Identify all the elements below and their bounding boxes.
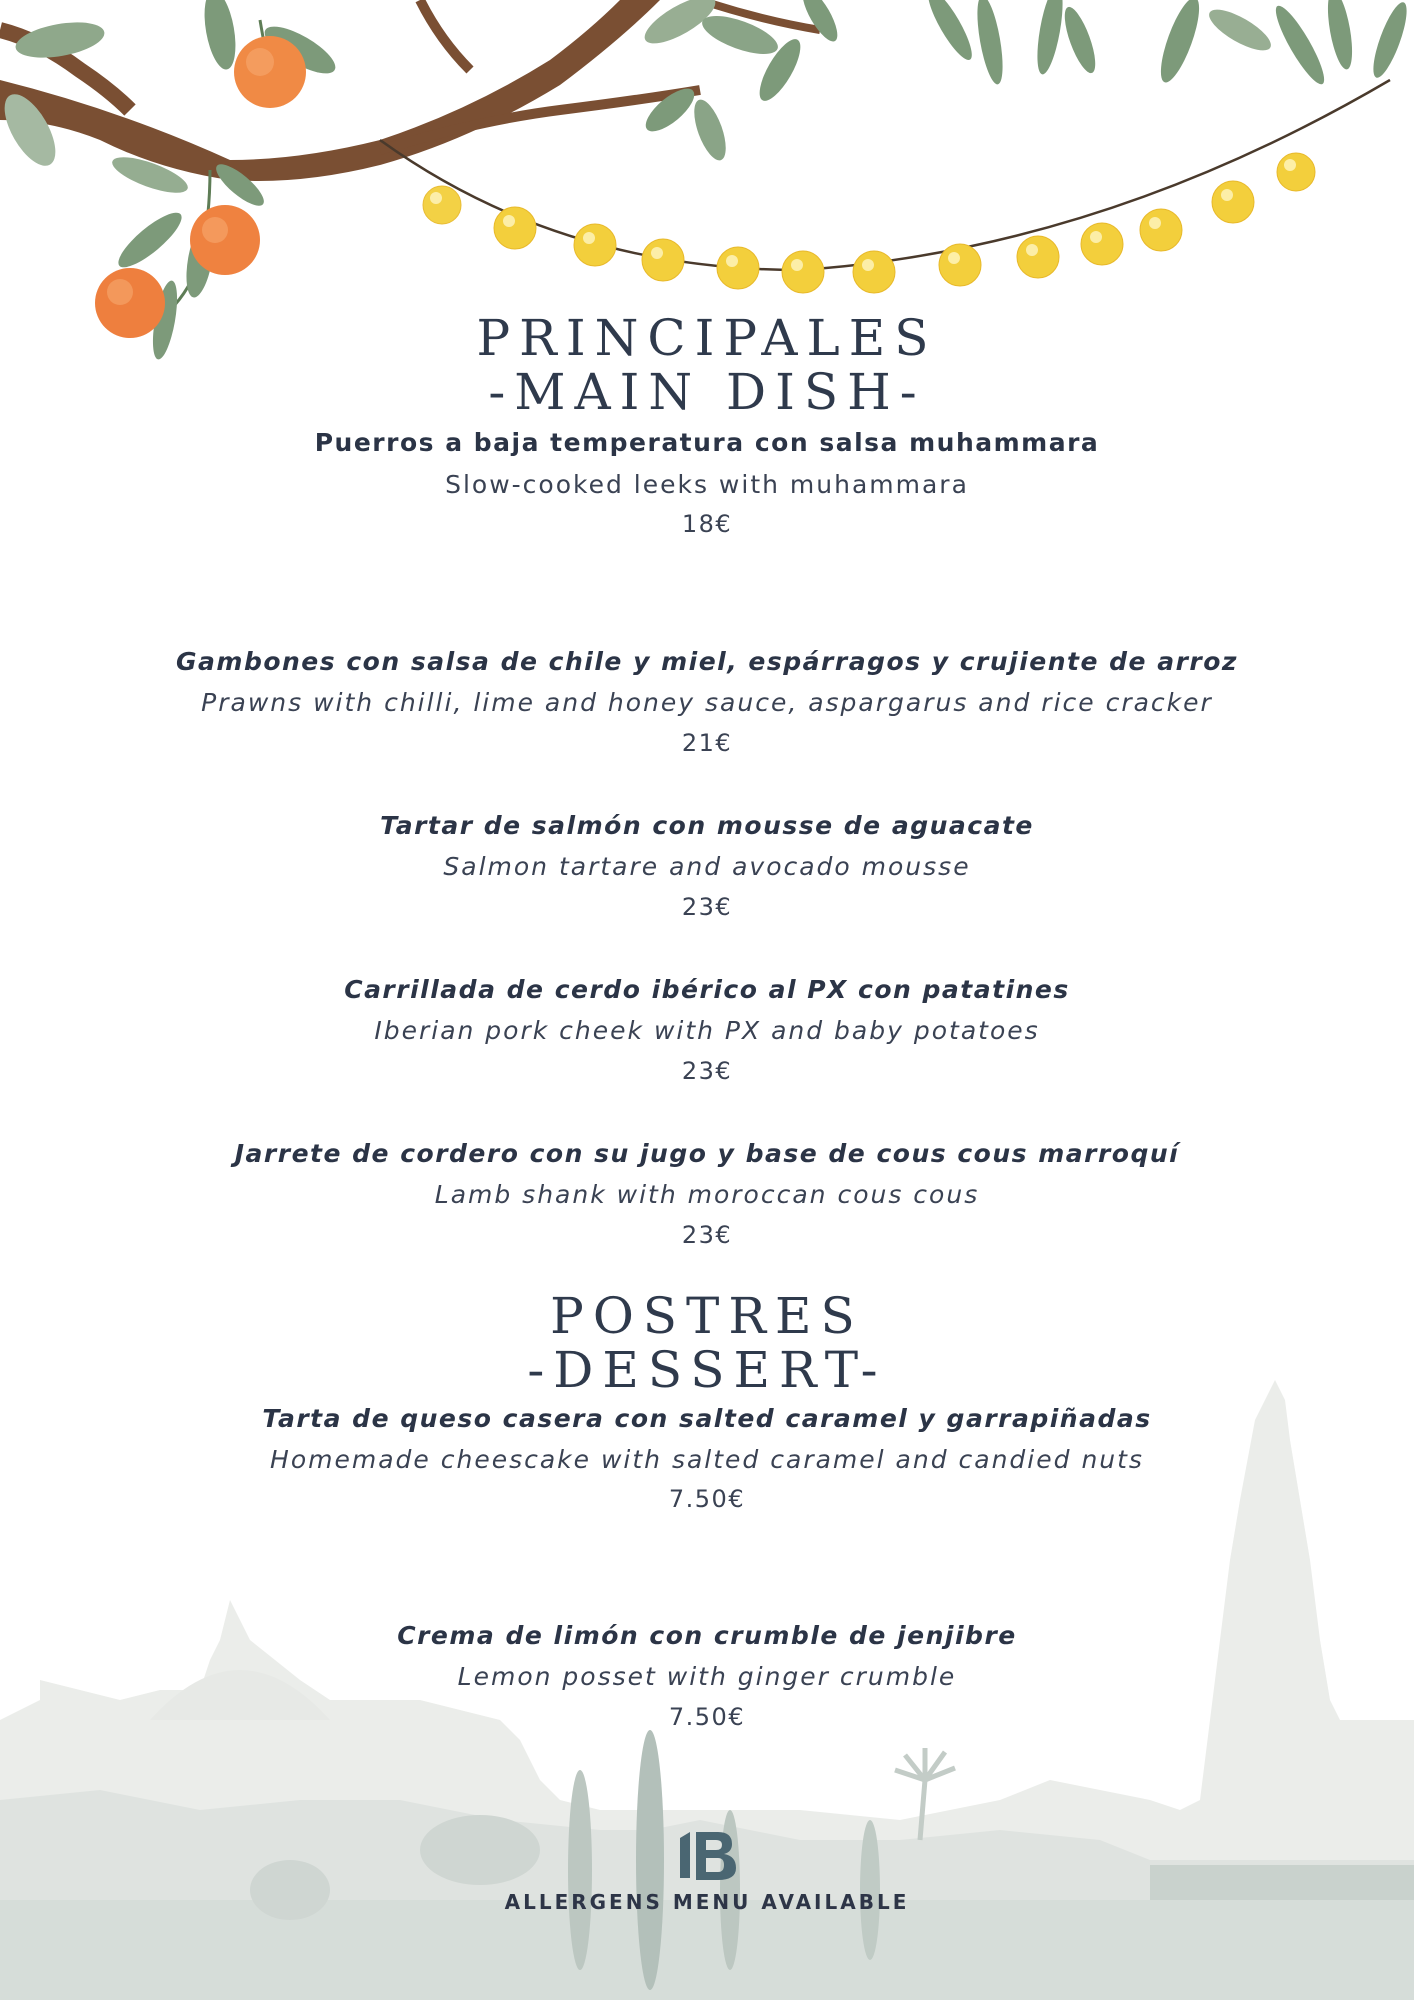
dessert-name-en: Homemade cheescake with salted caramel and candied nuts <box>270 1445 1144 1474</box>
dessert-price: 7.50€ <box>668 1485 746 1513</box>
section-title-dessert-en: -DESSERT- <box>527 1341 887 1399</box>
dish-name-es: Tartar de salmón con mousse de aguacate <box>380 811 1034 840</box>
section-title-main-en: -MAIN DISH- <box>488 363 926 421</box>
dish-name-en: Salmon tartare and avocado mousse <box>443 852 971 881</box>
dish-price: 23€ <box>681 1057 733 1085</box>
dish-name-es: Carrillada de cerdo ibérico al PX con patatines <box>344 975 1070 1004</box>
leaves-illustration <box>0 0 1413 361</box>
section-title-main-es: PRINCIPALES <box>476 309 938 367</box>
dessert-name-es: Crema de limón con crumble de jenjibre <box>397 1621 1017 1650</box>
dessert-price: 7.50€ <box>668 1703 746 1731</box>
dessert-name-es: Tarta de queso casera con salted caramel y garrapiñadas <box>262 1404 1152 1433</box>
dish-name-en: Prawns with chilli, lime and honey sauce, aspargarus and rice cracker <box>201 688 1213 717</box>
dish-price: 18€ <box>681 510 733 538</box>
dish-price: 23€ <box>681 1221 733 1249</box>
dish-name-en: Lamb shank with moroccan cous cous <box>434 1180 980 1209</box>
dessert-name-en: Lemon posset with ginger crumble <box>457 1662 957 1691</box>
dish-name-es: Puerros a baja temperatura con salsa muhammara <box>314 428 1100 457</box>
dish-name-en: Slow-cooked leeks with muhammara <box>445 470 969 499</box>
allergens-note: ALLERGENS MENU AVAILABLE <box>504 1890 910 1914</box>
dish-name-es: Jarrete de cordero con su jugo y base de cous cous marroquí <box>234 1139 1180 1168</box>
dish-price: 21€ <box>681 729 733 757</box>
dish-price: 23€ <box>681 893 733 921</box>
section-title-dessert-es: POSTRES <box>550 1287 864 1345</box>
dish-name-en: Iberian pork cheek with PX and baby potatoes <box>374 1016 1040 1045</box>
dish-name-es: Gambones con salsa de chile y miel, espárragos y crujiente de arroz <box>176 647 1238 676</box>
restaurant-logo-icon <box>674 1828 742 1884</box>
